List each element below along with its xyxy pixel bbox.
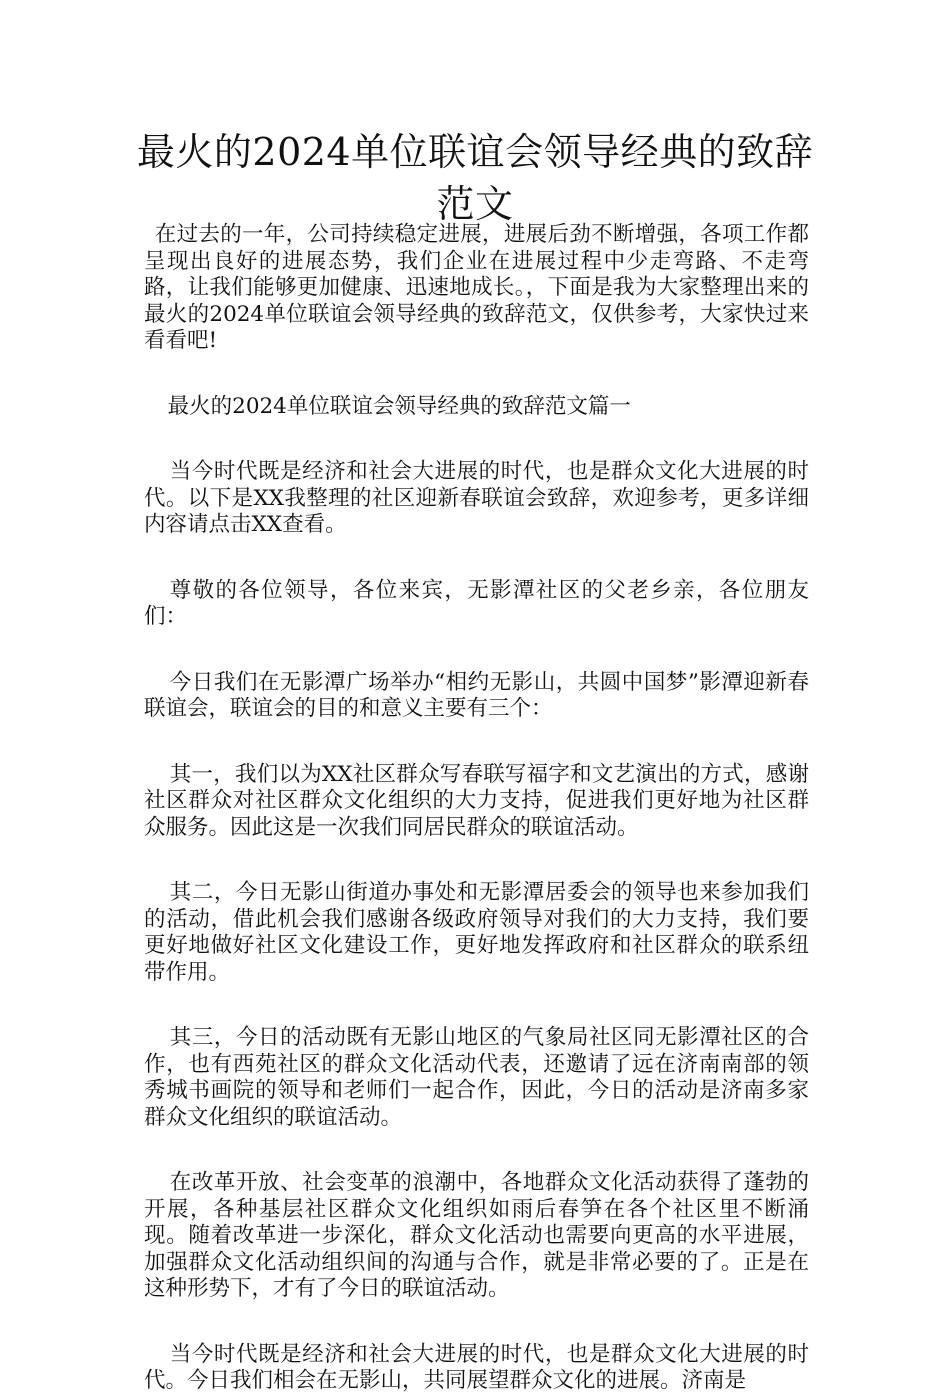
body-paragraph: 今日我们在无影潭广场举办“相约无影山，共圆中国梦”影潭迎新春联谊会，联谊会的目的和意义主要有三个： bbox=[144, 669, 809, 721]
body-paragraph: 其三，今日的活动既有无影山地区的气象局社区同无影潭社区的合作，也有西苑社区的群众文化活动代表，还邀请了远在济南南部的领秀城书画院的领导和老师们一起合作，因此，今日的活动是济南多家群众文化组织的联谊活动。 bbox=[144, 1025, 809, 1130]
body-paragraph: 其一，我们以为XX社区群众写春联写福字和文艺演出的方式，感谢社区群众对社区群众文化组织的大力支持，促进我们更好地为社区群众服务。因此这是一次我们同居民群众的联谊活动。 bbox=[144, 761, 809, 840]
body-paragraph: 其二，今日无影山街道办事处和无影潭居委会的领导也来参加我们的活动，借此机会我们感谢各级政府领导对我们的大力支持，我们要更好地做好社区文化建设工作，更好地发挥政府和社区群众的联系纽带作用。 bbox=[144, 880, 809, 985]
intro-paragraph: 在过去的一年，公司持续稳定进展，进展后劲不断增强，各项工作都呈现出良好的进展态势，我们企业在进展过程中少走弯路、不走弯路，让我们能够更加健康、迅速地成长。，下面是我为大家整理出来的最火的2024单位联谊会领导经典的致辞范文，仅供参考，大家快过来看看吧! bbox=[144, 222, 809, 353]
salutation-paragraph: 尊敬的各位领导，各位来宾，无影潭社区的父老乡亲，各位朋友们： bbox=[144, 577, 809, 629]
body-paragraph: 在改革开放、社会变革的浪潮中，各地群众文化活动获得了蓬勃的开展，各种基层社区群众文化组织如雨后春笋在各个社区里不断涌现。随着改革进一步深化，群众文化活动也需要向更高的水平进展，加强群众文化活动组织间的沟通与合作，就是非常必要的了。正是在这种形势下，才有了今日的联谊活动。 bbox=[144, 1170, 809, 1301]
section-heading: 最火的2024单位联谊会领导经典的致辞范文篇一 bbox=[167, 393, 631, 419]
body-paragraph: 当今时代既是经济和社会大进展的时代，也是群众文化大进展的时代。以下是XX我整理的社区迎新春联谊会致辞，欢迎参考，更多详细内容请点击XX查看。 bbox=[144, 459, 809, 537]
document-title: 最火的2024单位联谊会领导经典的致辞范文 bbox=[136, 130, 814, 226]
document-body bbox=[144, 222, 809, 1395]
body-paragraph: 当今时代既是经济和社会大进展的时代，也是群众文化大进展的时代。今日我们相会在无影山，共同展望群众文化的进展。济南是 bbox=[144, 1341, 809, 1393]
